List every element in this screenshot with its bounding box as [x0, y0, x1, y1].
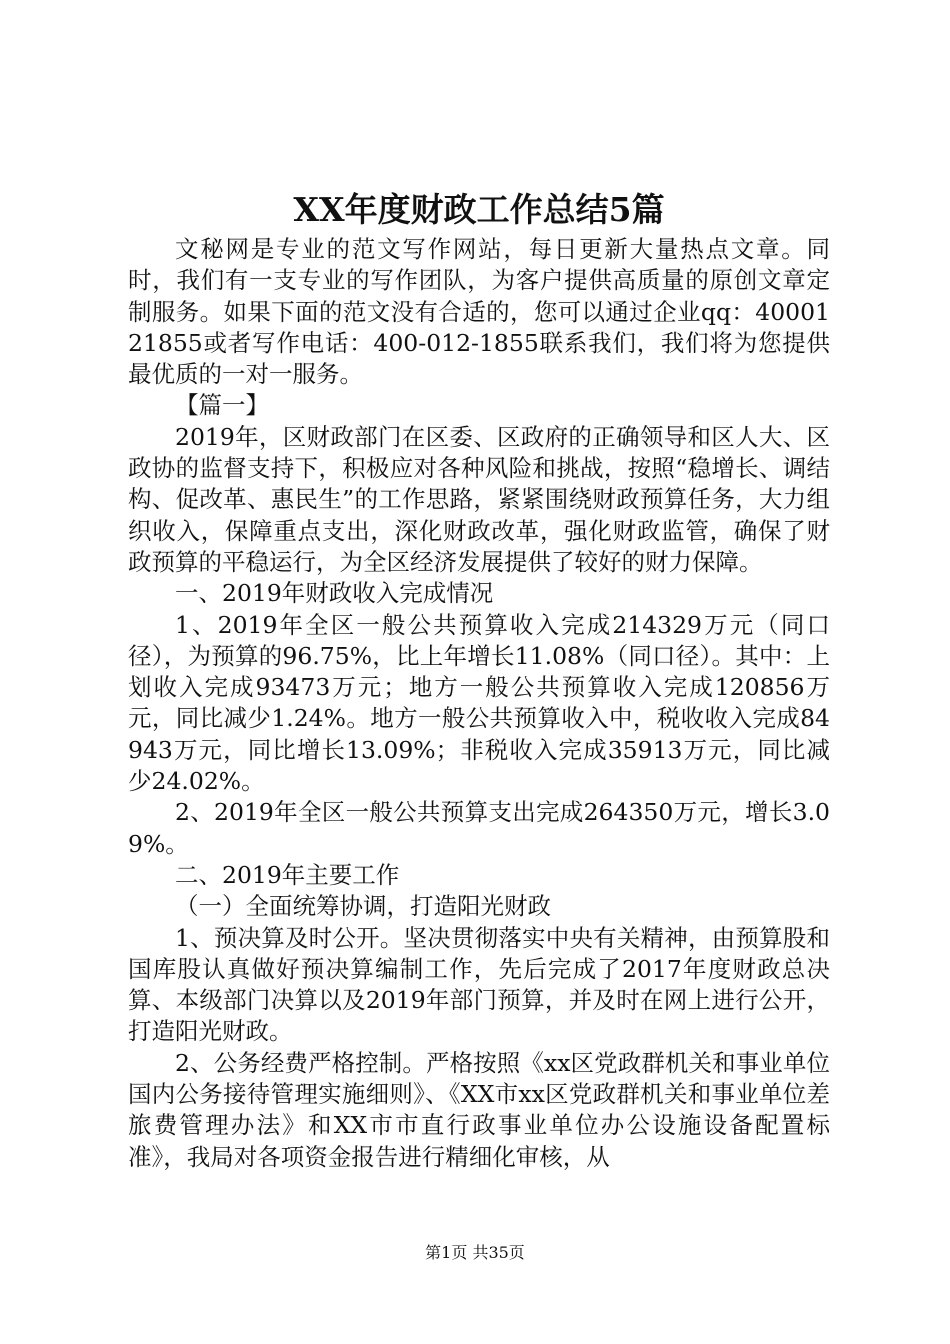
section-heading-revenue: 一、2019年财政收入完成情况 — [175, 579, 494, 608]
document-body — [128, 186, 830, 1173]
section-heading-part-one: 【篇一】 — [175, 391, 269, 420]
document-title: XX年度财政工作总结5篇 — [293, 190, 665, 229]
revenue-paragraph: 1、2019年全区一般公共预算收入完成214329万元（同口径），为预算的96.75%，比上年增长11.08%（同口径）。其中：上划收入完成93473万元；地方一般公共预算收入完成120856万元，同比减少1.24%。地方一般公共预算收入中，税收收入完成84943万元，同比增长13.09%；非税收入完成35913万元，同比减少24.02%。 — [128, 610, 830, 796]
budget-disclosure-paragraph: 1、预决算及时公开。坚决贯彻落实中央有关精神，由预算股和国库股认真做好预决算编制工作，先后完成了2017年度财政总决算、本级部门决算以及2019年部门预算，并及时在网上进行公开，打造阳光财政。 — [128, 923, 830, 1046]
intro-paragraph: 文秘网是专业的范文写作网站，每日更新大量热点文章。同时，我们有一支专业的写作团队，为客户提供高质量的原创文章定制服务。如果下面的范文没有合适的，您可以通过企业qq：4000121855或者写作电话：400-012-1855联系我们，我们将为您提供最优质的一对一服务。 — [128, 235, 830, 389]
overview-paragraph: 2019年，区财政部门在区委、区政府的正确领导和区人大、区政协的监督支持下，积极应对各种风险和挑战，按照“稳增长、调结构、促改革、惠民生”的工作思路，紧紧围绕财政预算任务，大力组织收入，保障重点支出，深化财政改革，强化财政监管，确保了财政预算的平稳运行，为全区经济发展提供了较好的财力保障。 — [128, 422, 830, 576]
expenditure-paragraph: 2、2019年全区一般公共预算支出完成264350万元，增长3.09%。 — [128, 798, 830, 858]
expense-control-paragraph: 2、公务经费严格控制。严格按照《xx区党政群机关和事业单位国内公务接待管理实施细则》、《XX市xx区党政群机关和事业单位差旅费管理办法》和XX市市直行政事业单位办公设施设备配置标准》，我局对各项资金报告进行精细化审核，从 — [128, 1048, 830, 1171]
page-number-footer: 第1页 共35页 — [425, 1243, 525, 1262]
subsection-heading-sunshine-finance: （一）全面统筹协调，打造阳光财政 — [175, 892, 551, 921]
section-heading-main-work: 二、2019年主要工作 — [175, 860, 400, 889]
